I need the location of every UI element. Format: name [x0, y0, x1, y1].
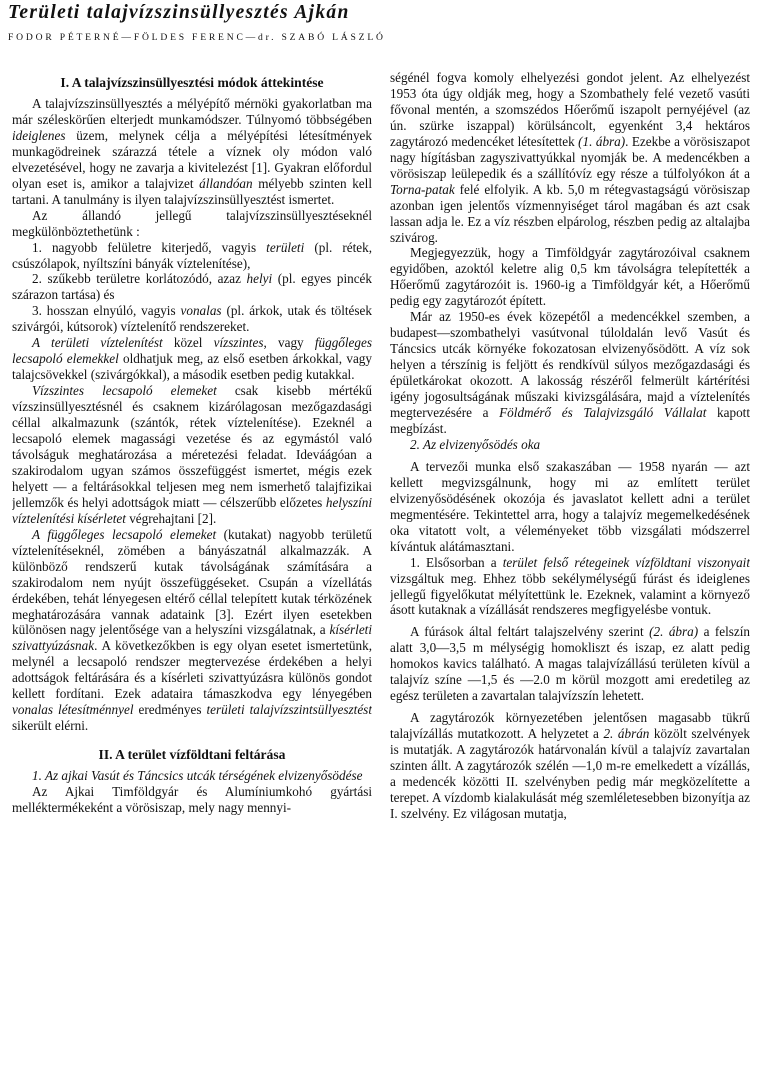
paragraph: Az állandó jellegű talajvízszinsüllyesztéseknél megkülönböztethetünk :: [12, 207, 372, 239]
subsection-heading: 1. Az ajkai Vasút és Táncsics utcák térségének elvizenyősödése: [32, 768, 363, 784]
right-column: [390, 70, 750, 1091]
paragraph: Már az 1950-es évek közepétől a medencékkel szemben, a budapest—szombathelyi vasútvonal túloldalán levő Vasút és Táncsics utcák környéke fokozatosan elvizenyősödött. A víz sok helyen a térszínig is feljött és rendkívül súlyos mezőgazdasági és épületkárokat okozott. A lakosság részéről felmerült kártérítési igény jogosultságának műszaki kivizsgálására, majd a víztelenítés megtervezésére a Földmérő és Talajvizsgáló Vállalat kapott megbízást.: [390, 309, 750, 436]
article-title: Területi talajvízszinsüllyesztés Ajkán: [8, 2, 350, 23]
section-heading-1: I. A talajvízszinsüllyesztési módok áttekintése: [60, 75, 324, 90]
spacer: [12, 734, 372, 740]
paragraph: Az Ajkai Timföldgyár és Alumíniumkohó gyártási melléktermékeként a vörösiszap, mely nagy mennyi-: [12, 784, 372, 816]
paragraph: ségénél fogva komoly elhelyezési gondot jelent. Az elhelyezést 1953 óta úgy oldják meg, hogy a Szombathely felé vezető vasúti fővonal mentén, a szomszédos Hőerőmű iszapolt pernyéjével (az ún. szürke iszappal) körülsáncolt, egyenként 3,4 hektáros zagytározó medencéket létesítettek (1. ábra). Ezekbe a vörösiszapot nagy hígításban zagyszivattyúkkal nyomják be. A medencékben a vörösiszap leülepedik és a szállítóvíz egy része a túlfolyókon át a Torna-patak felé elfolyik. A kb. 5,0 m rétegvastagságú vörösiszap azonban igen jelentős vízmennyiséget tárol magában és azt csak lassan adja le. Ez a víz részben elpárolog, részben pedig az altalajba szivárog.: [390, 70, 750, 245]
paragraph: A fúrások által feltárt talajszelvény szerint (2. ábra) a felszín alatt 3,0—3,5 m mélységig homokliszt és iszap, ez alatt pedig homokos kavics található. A magas talajvízállású területen kívül a talajvíz színe —1,5 és —2.0 m körül mozgott ami eredetileg az egész területen a zavartalan talajvízszín lehetett.: [390, 624, 750, 704]
paragraph: A zagytározók környezetében jelentősen magasabb tükrű talajvízállás mutatkozott. A helyzetet a 2. ábrán közölt szelvények is mutatják. A zagytározók határvonalán kívül a talajvíz zavartalan szinten állt. A zagytározók szélén —1,0 m-re emelkedett a vízállás, a medencék közötti II. szelvényben pedig már megközelítette a terepet. A vízdomb kialakulását még szemléletesebben bizonyítja az I. szelvény. Ez világosan mutatja,: [390, 710, 750, 821]
paragraph: A területi víztelenítést közel vízszintes, vagy függőleges lecsapoló elemekkel oldhatjuk meg, az első esetben árkokkal, vagy talajcsövekkel (szivárgókkal), a második esetben pedig kutakkal.: [12, 335, 372, 383]
section-heading-2: II. A terület vízföldtani feltárása: [98, 747, 286, 763]
paragraph: Megjegyezzük, hogy a Timföldgyár zagytározóival csaknem egyidőben, azoktól keletre alig 0,5 km távolságra telepítették a Hőerőmű zagytározóit is. 1960-ig a Timföldgyár két, a Hőerőmű pedig egy zagytározót épített.: [390, 245, 750, 309]
paragraph: Vízszintes lecsapoló elemeket csak kisebb mértékű vízszinsüllyesztésnél és csaknem kizárólagosan mezőgazdasági céllal alkalmazunk (szántók, rétek víztelenítése). Ezeknél a lecsapoló elemek magassági vezetése és az egymástól való távolságuk meghatározása a méretezési feladat. Ideváágóan a szakirodalom ugyan számos összefüggést ismertet, mégis ezek helyett — a feltárásokkal teljesen meg nem ismerhető talajfizikai jellemzők és helyi adottságok miatt — célszerűbb előzetes helyszíni víztelenítési kísérletet végrehajtani [2].: [12, 383, 372, 526]
paragraph: A talajvízszinsüllyesztés a mélyépítő mérnöki gyakorlatban ma már széleskörűen elterjedt munkamódszer. Túlnyomó többségében ideiglenes üzem, melynek célja a mélyépítési létesítmények munkagödreinek szárazzá tétele a víznek oly módon való elvezetésével, hogy ne zavarja a kivitelezést [1]. Gyakran előfordul olyan eset is, amikor a talajvizet állandóan mélyebb szinten kell tartani. A tanulmány is ilyen talajvízszinsüllyesztést ismertet.: [12, 96, 372, 207]
paragraph: A függőleges lecsapoló elemeket (kutakat) nagyobb területű víztelenítéseknél, zömében a bányászatnál alkalmazzák. A különböző rendszerű kutak távolságának számítására a szakirodalom nem nyújt összefüggéseket. Csupán a vízellátás érdekében, tehát lényegesen eltérő céllal telepített kutak térközének meghatározására vannak adataink [3]. Ezért ilyen esetekben különösen nagy jelentősége van a helyszíni vizsgálatnak, a kísérleti szivattyúzásnak. A következőkben is egy olyan esetet ismertetünk, melynél a lecsapoló rendszer megtervezése érdekében a helyi adottságok feltárására és a kísérleti szivattyúzásra különös gondot kellett fordítani. Ezek adataira támaszkodva egy lényegében vonalas létesítménnyel eredményes területi talajvízszintsüllyesztést sikerült elérni.: [12, 526, 372, 734]
subsection-heading: 2. Az elvizenyősödés oka: [410, 436, 541, 452]
paragraph: 1. Elsősorban a terület felső rétegeinek vízföldtani viszonyait vizsgáltuk meg. Ehhez több sekélymélységű fúrást és ideiglenes jellegű figyelőkutat mélyítettünk le. Ezeknek, valamint a környező ásott kutaknak a vízállását rendszeres megfigyelésbe vontuk.: [390, 554, 750, 618]
list-item: 3. hosszan elnyúló, vagyis vonalas (pl. árkok, utak és töltések szivárgói, kútsorok) víztelenítő rendszereket.: [12, 303, 372, 335]
list-item: 2. szűkebb területre korlátozódó, azaz helyi (pl. egyes pincék szárazon tartása) és: [12, 271, 372, 303]
paragraph: A tervezői munka első szakaszában — 1958 nyarán — azt kellett megvizsgálnunk, hogy mi az említett terület elvizenyősödésének okozója és javaslatot kellett adni a terület megmentésére. Tekintettel arra, hogy a talajvíz megemelkedésének oka vitatott volt, a véleményeket több vizsgálati módszerrel kívántuk alátámasztani.: [390, 458, 750, 554]
list-item: 1. nagyobb felületre kiterjedő, vagyis területi (pl. rétek, csúszólapok, nyíltszíni bányák víztelenítése),: [12, 239, 372, 271]
article-authors: FODOR PÉTERNÉ—FÖLDES FERENC—dr. SZABÓ LÁSZLÓ: [8, 32, 386, 43]
left-column: [12, 68, 372, 1089]
